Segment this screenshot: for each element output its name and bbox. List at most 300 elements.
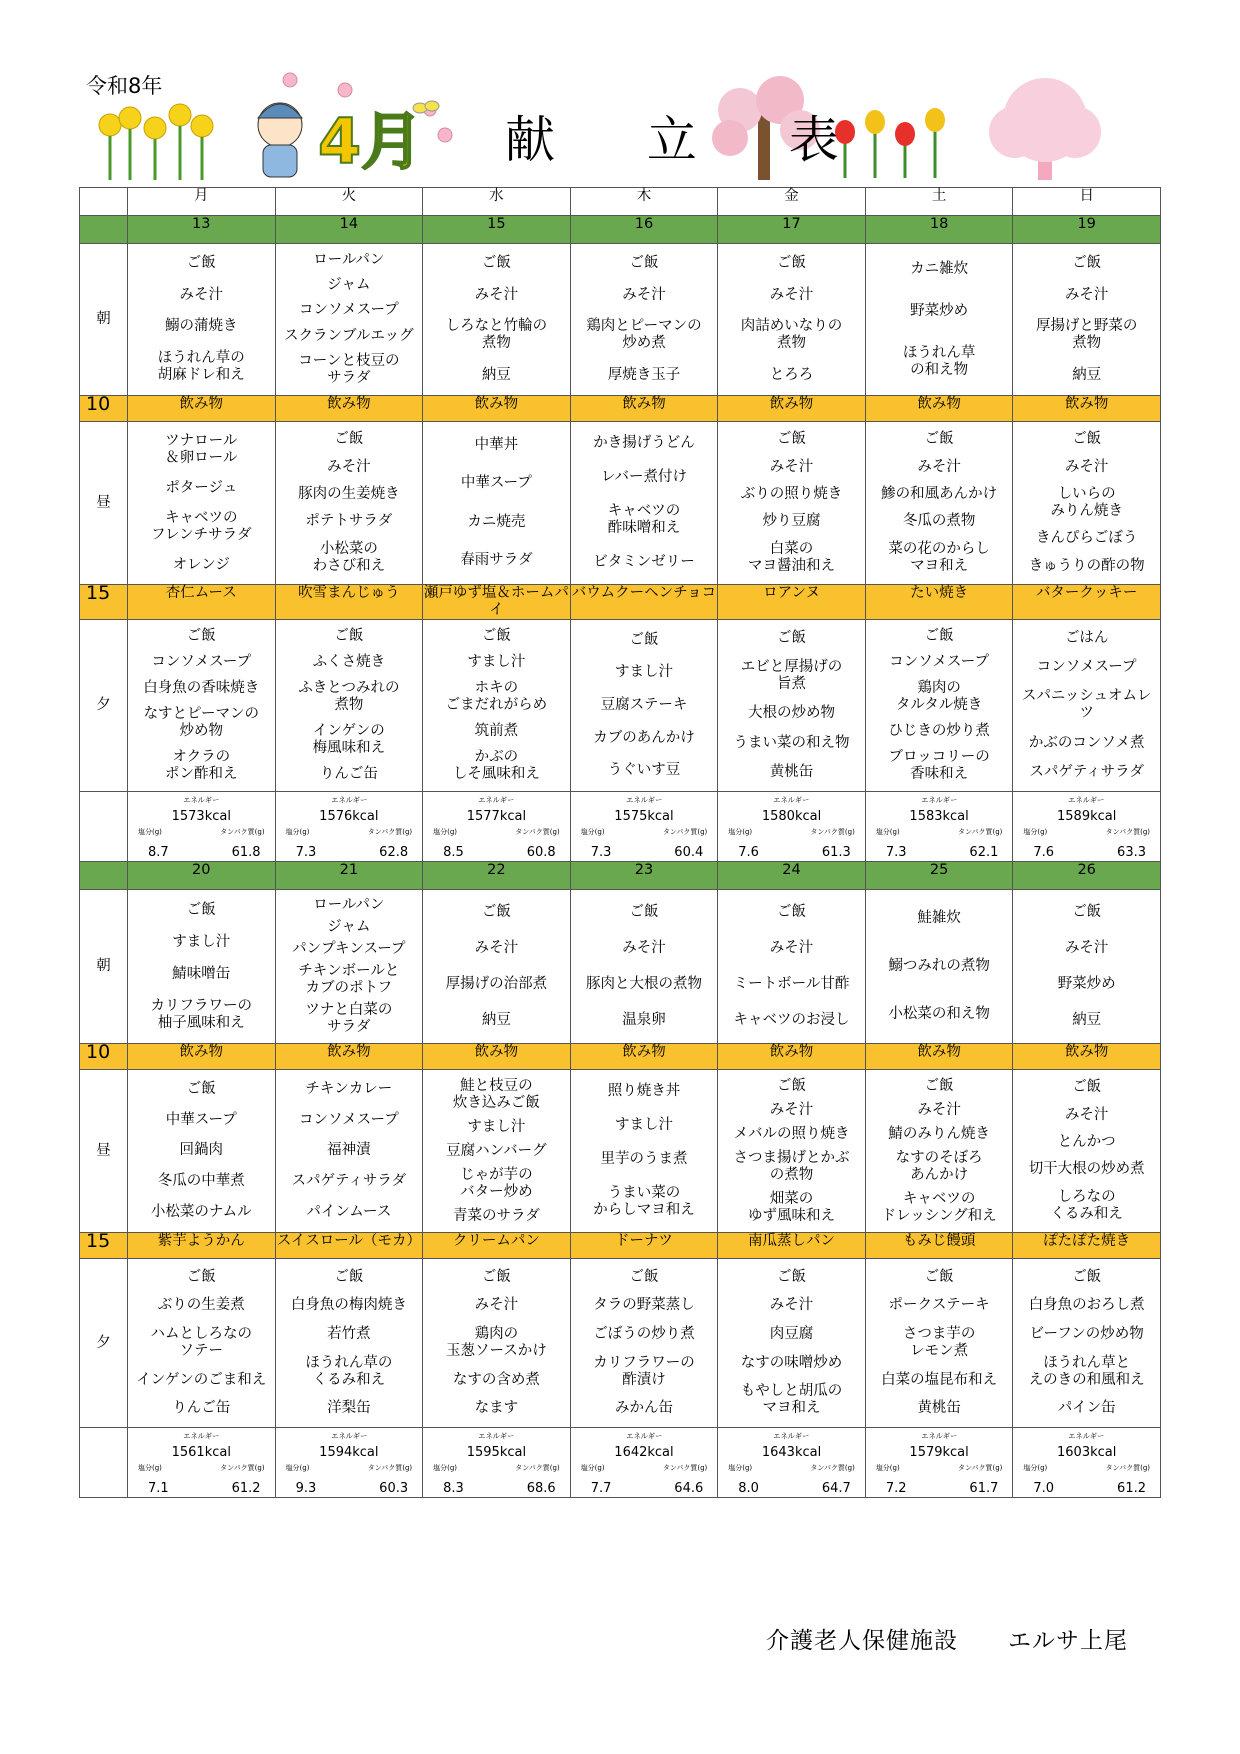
nutrition-cell — [423, 792, 571, 862]
dish-item: レバー煮付け — [600, 468, 687, 485]
dish-list — [423, 620, 570, 791]
dish-list — [276, 244, 423, 395]
dish-item: さつま芋の レモン煮 — [902, 1325, 976, 1359]
facility-footer — [766, 1622, 1128, 1655]
dish-item: ご飯 — [1072, 1268, 1102, 1285]
energy-label: エネルギー — [773, 1432, 810, 1441]
dish-list — [571, 244, 718, 395]
dish-item: カニ雑炊 — [910, 260, 969, 277]
corner-cell — [80, 188, 128, 216]
dish-item: ご飯 — [334, 431, 364, 448]
lunch-cell — [1013, 422, 1161, 585]
snack_am-time: 10 — [80, 1044, 128, 1070]
dish-item: 回鍋肉 — [179, 1142, 224, 1159]
dish-item: 鮭雑炊 — [917, 909, 961, 926]
dish-list — [718, 890, 865, 1043]
date-row-blank — [80, 862, 128, 890]
nutrition-cell — [128, 1428, 276, 1498]
dish-list — [423, 1070, 570, 1232]
dinner-label: 夕 — [80, 620, 128, 792]
dish-item: うまい菜の和え物 — [733, 734, 850, 751]
dish-item: うまい菜の からしマヨ和え — [593, 1185, 695, 1219]
snack-cell: 吹雪まんじゅう — [275, 585, 423, 620]
dinner-cell — [128, 620, 276, 792]
dinner-cell — [570, 620, 718, 792]
dish-item: みかん缶 — [614, 1400, 673, 1417]
energy-label: エネルギー — [1068, 1432, 1105, 1441]
lunch-cell — [423, 1070, 571, 1233]
dish-item: ご飯 — [1072, 431, 1102, 448]
protein-value: 62.1 — [969, 845, 999, 860]
nutrition-cell — [275, 1428, 423, 1498]
dish-item: 豆腐ステーキ — [600, 696, 688, 713]
nutrition-labels — [718, 1460, 865, 1477]
dish-list — [276, 890, 423, 1043]
dish-list — [423, 890, 570, 1043]
salt-value: 8.7 — [148, 845, 169, 860]
dish-item: ご飯 — [924, 628, 954, 645]
protein-label: タンパク質(g) — [367, 828, 413, 836]
energy-value: 1583kcal — [909, 809, 969, 824]
dish-item: 切干大根の炒め煮 — [1028, 1161, 1145, 1178]
nutrition-labels — [423, 824, 570, 841]
dish-item: ビーフンの炒め物 — [1029, 1325, 1144, 1342]
dish-item: 里芋のうま煮 — [600, 1151, 688, 1168]
dish-item: みそ汁 — [327, 458, 371, 475]
dish-item: ほうれん草と えのきの和風和え — [1028, 1354, 1145, 1388]
breakfast-label: 朝 — [80, 244, 128, 396]
dish-item: きんぴらごぼう — [1035, 530, 1138, 547]
snack-cell: 飲み物 — [570, 396, 718, 422]
nutrition-cell — [570, 792, 718, 862]
dish-list — [1013, 620, 1160, 791]
nutrition-cell — [865, 1428, 1013, 1498]
dish-list — [718, 422, 865, 584]
dish-item: 納豆 — [1072, 1012, 1102, 1029]
date-row — [80, 862, 1161, 890]
energy-label: エネルギー — [921, 1432, 958, 1441]
date-cell: 19 — [1013, 216, 1161, 244]
dish-item: 厚揚げの治部煮 — [445, 976, 548, 993]
dish-item: なすとピーマンの 炒め物 — [143, 705, 259, 739]
dish-list — [128, 422, 275, 584]
dish-item: ご飯 — [777, 255, 807, 272]
salt-value: 8.3 — [443, 1481, 464, 1496]
nutrition-values — [128, 844, 275, 861]
salt-value: 7.1 — [148, 1481, 169, 1496]
dish-item: すまし汁 — [614, 664, 673, 681]
dish-list — [866, 890, 1013, 1043]
salt-label: 塩分(g) — [875, 828, 900, 836]
dish-item: なます — [474, 1400, 519, 1417]
dish-list — [718, 244, 865, 395]
breakfast-cell — [1013, 244, 1161, 396]
dish-item: ミートボール甘酢 — [733, 976, 850, 993]
nutrition-labels — [128, 1460, 275, 1477]
dish-item: 中華スープ — [165, 1111, 237, 1128]
protein-value: 61.7 — [969, 1481, 999, 1496]
dish-item: みそ汁 — [179, 286, 224, 303]
dinner-label: 夕 — [80, 1259, 128, 1428]
dish-item: りんご缶 — [172, 1400, 231, 1417]
breakfast-cell — [423, 244, 571, 396]
pink-tree-icon — [989, 78, 1101, 180]
weekday-cell: 月 — [128, 188, 276, 216]
dinner-cell — [128, 1259, 276, 1428]
dish-item: 白身魚の香味焼き — [143, 679, 260, 696]
protein-label: タンパク質(g) — [957, 828, 1003, 836]
dish-list — [866, 1070, 1013, 1232]
dish-item: ご飯 — [186, 901, 216, 918]
nutrition-values — [128, 1480, 275, 1497]
dish-item: 鯵の和風あんかけ — [881, 485, 998, 502]
protein-label: タンパク質(g) — [810, 828, 855, 836]
dish-item: ご飯 — [1072, 255, 1102, 272]
dish-item: 青菜のサラダ — [452, 1207, 540, 1224]
nutrition-values — [276, 1480, 423, 1497]
dish-item: スパニッシュオムレツ — [1021, 688, 1152, 722]
date-cell: 15 — [423, 216, 571, 244]
dish-item: ひじきの炒り煮 — [888, 722, 990, 739]
lunch-cell — [275, 422, 423, 585]
date-cell: 25 — [865, 862, 1013, 890]
dish-item: ご飯 — [1072, 903, 1102, 920]
energy-value: 1577kcal — [466, 809, 527, 824]
protein-value: 60.4 — [674, 845, 704, 860]
dish-list — [423, 422, 570, 584]
date-cell: 21 — [275, 862, 423, 890]
snack-cell: 飲み物 — [275, 1044, 423, 1070]
protein-value: 61.2 — [231, 1481, 261, 1496]
dish-item: ご飯 — [777, 1077, 807, 1094]
weekday-cell: 日 — [1013, 188, 1161, 216]
energy-value: 1642kcal — [614, 1445, 674, 1460]
dish-item: みそ汁 — [474, 1297, 519, 1314]
nutrition-values — [571, 844, 718, 861]
dish-list — [276, 422, 423, 584]
snack-cell: 飲み物 — [570, 1044, 718, 1070]
nutrition-cell — [275, 792, 423, 862]
dish-item: ジャム — [327, 277, 371, 294]
dish-item: りんご缶 — [319, 765, 378, 782]
dish-item: 納豆 — [481, 366, 511, 383]
dish-item: ごはん — [1064, 630, 1109, 647]
dish-item: ポテトサラダ — [305, 513, 393, 530]
dish-item: 鶏肉の タルタル焼き — [895, 679, 983, 713]
dish-item: みそ汁 — [622, 286, 666, 303]
dish-item: ポークステーキ — [888, 1297, 990, 1314]
protein-value: 61.3 — [821, 845, 851, 860]
dish-item: メバルの照り焼き — [733, 1125, 850, 1142]
energy-value: 1576kcal — [319, 809, 379, 824]
lunch-cell — [128, 422, 276, 585]
energy-label: エネルギー — [183, 1432, 220, 1441]
dinner-cell — [718, 620, 866, 792]
dish-list — [276, 620, 423, 791]
dish-list — [1013, 890, 1160, 1043]
dish-item: 野菜炒め — [910, 302, 969, 319]
protein-label: タンパク質(g) — [810, 1464, 855, 1472]
dinner-cell — [1013, 1259, 1161, 1428]
dish-item: 白菜の マヨ醤油和え — [748, 540, 836, 574]
dish-list — [128, 1259, 275, 1427]
nutrition-labels — [718, 824, 865, 841]
dish-list — [571, 620, 718, 791]
dish-item: 鯖味噌缶 — [172, 965, 231, 982]
dish-list — [276, 1070, 423, 1232]
energy-value: 1595kcal — [466, 1445, 527, 1460]
nutrition-row — [80, 1428, 1161, 1498]
dish-item: ご飯 — [777, 431, 807, 448]
dinner-cell — [718, 1259, 866, 1428]
protein-value: 60.8 — [526, 845, 556, 860]
salt-label: 塩分(g) — [138, 828, 162, 836]
energy-label: エネルギー — [478, 796, 515, 805]
dish-list — [128, 244, 275, 395]
dish-item: 肉詰めいなりの 煮物 — [740, 318, 843, 352]
lunch-cell — [128, 1070, 276, 1233]
dish-item: 黄桃缶 — [917, 1400, 961, 1417]
breakfast-cell — [718, 890, 866, 1044]
breakfast-cell — [1013, 890, 1161, 1044]
dish-item: 冬瓜の煮物 — [902, 513, 976, 530]
dish-item: 照り焼き丼 — [607, 1082, 681, 1099]
energy-value: 1579kcal — [909, 1445, 969, 1460]
dish-item: スパゲティサラダ — [1029, 763, 1145, 780]
facility-type: 介護老人保健施設 — [766, 1628, 958, 1654]
dish-item: しろなと竹輪の 煮物 — [445, 318, 548, 352]
dish-item: カブのあんかけ — [593, 729, 695, 746]
dish-item: コンソメスープ — [1036, 659, 1137, 676]
dish-item: ご飯 — [186, 1080, 216, 1097]
dish-item: 冬瓜の中華煮 — [157, 1173, 245, 1190]
date-row — [80, 216, 1161, 244]
dish-list — [128, 1070, 275, 1232]
nutrition-labels — [571, 824, 718, 841]
dish-item: 鰯つみれの煮物 — [888, 957, 990, 974]
snack-cell: 飲み物 — [1013, 396, 1161, 422]
dish-item: ご飯 — [924, 431, 954, 448]
dish-item: 鯖のみりん焼き — [888, 1125, 990, 1142]
dish-item: ふきとつみれの 煮物 — [298, 679, 400, 713]
energy-value: 1643kcal — [761, 1445, 822, 1460]
salt-value: 7.3 — [590, 845, 612, 860]
snack-cell: 紫芋ようかん — [128, 1233, 276, 1259]
dish-item: みそ汁 — [622, 939, 666, 956]
dish-item: ほうれん草の くるみ和え — [305, 1354, 393, 1388]
energy-label: エネルギー — [625, 796, 662, 805]
breakfast-cell — [128, 890, 276, 1044]
energy-label: エネルギー — [921, 796, 958, 805]
snack-cell: 南瓜蒸しパン — [718, 1233, 866, 1259]
dish-item: 野菜炒め — [1057, 976, 1116, 993]
weekday-cell: 木 — [570, 188, 718, 216]
dish-item: ご飯 — [924, 1268, 954, 1285]
salt-label: 塩分(g) — [580, 1464, 605, 1472]
dish-item: ご飯 — [777, 1268, 807, 1285]
dish-item: みそ汁 — [769, 286, 814, 303]
dish-item: キャベツの フレンチサラダ — [151, 509, 252, 543]
snack-cell: スイスロール（モカ） — [275, 1233, 423, 1259]
energy-value: 1589kcal — [1057, 809, 1117, 824]
nutrition-labels — [571, 1460, 718, 1477]
snack-cell: クリームパン — [423, 1233, 571, 1259]
salt-label: 塩分(g) — [285, 828, 310, 836]
protein-value: 61.2 — [1117, 1481, 1146, 1496]
snack-cell: バウムクーヘンチョコ — [570, 585, 718, 620]
salt-label: 塩分(g) — [1023, 828, 1048, 836]
dish-item: ご飯 — [924, 1077, 954, 1094]
lunch-cell — [865, 1070, 1013, 1233]
dish-item: ブロッコリーの 香味和え — [888, 748, 990, 782]
date-row-blank — [80, 216, 128, 244]
protein-label: タンパク質(g) — [662, 828, 708, 836]
dish-list — [423, 1259, 570, 1427]
era-label: 令和8年 — [86, 74, 163, 98]
dish-item: 黄桃缶 — [769, 763, 814, 780]
nutrition-values — [1013, 844, 1160, 861]
dish-item: ご飯 — [629, 255, 659, 272]
dinner-cell — [423, 1259, 571, 1428]
dish-item: 豚肉と大根の煮物 — [585, 976, 702, 993]
lunch-cell — [570, 1070, 718, 1233]
dish-item: スパゲティサラダ — [291, 1173, 407, 1190]
dish-item: 福神漬 — [327, 1142, 371, 1159]
salt-label: 塩分(g) — [875, 1464, 900, 1472]
salt-value: 8.0 — [738, 1481, 759, 1496]
nutrition-cell — [1013, 792, 1161, 862]
dish-item: ご飯 — [334, 628, 364, 645]
dish-item: ご飯 — [334, 1268, 364, 1285]
snack-cell: ぽたぽた焼き — [1013, 1233, 1161, 1259]
dish-item: ご飯 — [629, 631, 659, 648]
weekday-header-row — [80, 188, 1161, 216]
dish-item: 鰯の蒲焼き — [165, 318, 238, 335]
protein-label: タンパク質(g) — [1105, 1464, 1150, 1472]
dish-item: ご飯 — [186, 628, 216, 645]
nutrition-cell — [1013, 1428, 1161, 1498]
dish-item: みそ汁 — [1064, 939, 1109, 956]
dish-item: ぶりの照り焼き — [740, 485, 843, 502]
dish-item: かき揚げうどん — [593, 434, 695, 451]
dish-item: みそ汁 — [769, 1101, 814, 1118]
dish-item: 鶏肉とピーマンの 炒め煮 — [586, 318, 702, 352]
energy-value: 1603kcal — [1057, 1445, 1117, 1460]
nutrition-labels — [1013, 824, 1160, 841]
dish-item: コンソメスープ — [298, 1111, 399, 1128]
dinner-cell — [865, 620, 1013, 792]
dinner-cell — [1013, 620, 1161, 792]
dish-item: すまし汁 — [467, 1118, 526, 1135]
snack_pm-time: 15 — [80, 585, 128, 620]
dish-item: 菜の花のからし マヨ和え — [888, 540, 990, 574]
date-cell: 16 — [570, 216, 718, 244]
dish-list — [571, 422, 718, 584]
energy-label: エネルギー — [773, 796, 810, 805]
dish-item: 豚肉の生姜焼き — [298, 485, 400, 502]
energy-label: エネルギー — [183, 796, 220, 805]
rapeseed-flower-icon — [99, 104, 213, 180]
protein-value: 68.6 — [526, 1481, 556, 1496]
snack-cell: たい焼き — [865, 585, 1013, 620]
dish-item: チキンボールと カブのポトフ — [298, 963, 400, 997]
dish-item: 小松菜のナムル — [150, 1204, 252, 1221]
dish-list — [571, 1070, 718, 1232]
dish-item: すまし汁 — [467, 654, 526, 671]
salt-label: 塩分(g) — [138, 1464, 162, 1472]
energy-value: 1594kcal — [319, 1445, 379, 1460]
energy-value: 1580kcal — [761, 809, 822, 824]
dish-item: 小松菜の わさび和え — [312, 540, 386, 574]
protein-value: 61.8 — [231, 845, 261, 860]
snack-cell: 飲み物 — [128, 1044, 276, 1070]
salt-value: 7.6 — [1033, 845, 1055, 860]
energy-label: エネルギー — [330, 796, 367, 805]
snack-cell: 飲み物 — [1013, 1044, 1161, 1070]
dinner-cell — [423, 620, 571, 792]
dish-item: 納豆 — [481, 1012, 511, 1029]
dish-item: みそ汁 — [1064, 286, 1109, 303]
snack-cell: 飲み物 — [275, 396, 423, 422]
lunch-cell — [718, 1070, 866, 1233]
dish-item: なすの味噌炒め — [740, 1354, 843, 1371]
lunch-cell — [570, 422, 718, 585]
dish-item: コーンと枝豆の サラダ — [298, 352, 400, 386]
dish-item: うぐいす豆 — [607, 762, 681, 779]
dish-item: オクラの ポン酢和え — [165, 748, 238, 782]
protein-value: 63.3 — [1117, 845, 1146, 860]
nutrition-row — [80, 792, 1161, 862]
protein-label: タンパク質(g) — [662, 1464, 708, 1472]
nutrition-label-blank — [80, 792, 128, 862]
dish-list — [866, 1259, 1013, 1427]
dish-item: ホキの ごまだれがらめ — [445, 679, 548, 713]
lunch-cell — [718, 422, 866, 585]
date-cell: 24 — [718, 862, 866, 890]
energy-label: エネルギー — [330, 1432, 367, 1441]
dish-item: キャベツの ドレッシング和え — [881, 1190, 997, 1224]
dish-item: 筑前煮 — [474, 722, 519, 739]
date-cell: 13 — [128, 216, 276, 244]
date-cell: 14 — [275, 216, 423, 244]
snack-cell: バタークッキー — [1013, 585, 1161, 620]
dish-item: ぶりの生姜煮 — [157, 1297, 245, 1314]
dish-item: 厚揚げと野菜の 煮物 — [1035, 318, 1138, 352]
salt-value: 7.2 — [885, 1481, 907, 1496]
protein-label: タンパク質(g) — [515, 1464, 560, 1472]
breakfast-cell — [570, 244, 718, 396]
protein-label: タンパク質(g) — [220, 1464, 265, 1472]
breakfast-cell — [423, 890, 571, 1044]
nutrition-cell — [570, 1428, 718, 1498]
dinner-cell — [570, 1259, 718, 1428]
dish-item: しいらの みりん焼き — [1050, 485, 1123, 519]
dish-item: ビタミンゼリー — [593, 554, 695, 571]
salt-label: 塩分(g) — [433, 1464, 458, 1472]
breakfast-row — [80, 244, 1161, 396]
protein-value: 60.3 — [379, 1481, 409, 1496]
weekday-cell: 金 — [718, 188, 866, 216]
dish-item: とんかつ — [1057, 1133, 1116, 1150]
nutrition-labels — [276, 824, 423, 841]
protein-label: タンパク質(g) — [367, 1464, 413, 1472]
dish-item: 炒り豆腐 — [762, 513, 821, 530]
dish-item: ご飯 — [481, 1268, 511, 1285]
dish-item: カリフラワーの 柚子風味和え — [150, 997, 253, 1031]
nutrition-values — [866, 844, 1013, 861]
dish-list — [128, 890, 275, 1043]
dish-item: 白身魚の梅肉焼き — [290, 1297, 407, 1314]
